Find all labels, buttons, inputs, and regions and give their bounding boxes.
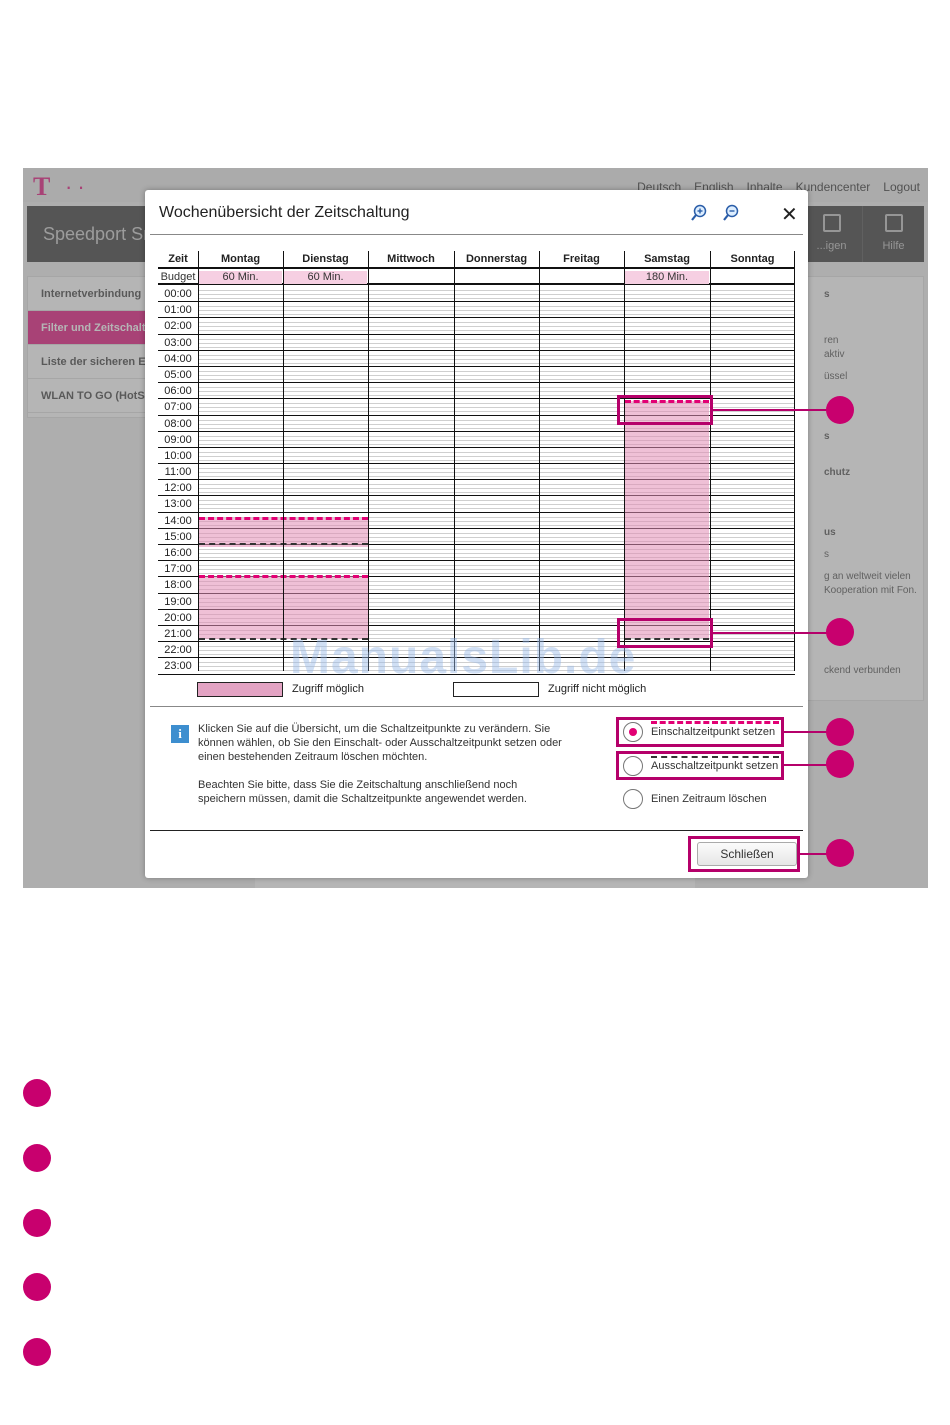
- legend-bullet: [23, 1209, 51, 1237]
- radio-label: Ausschaltzeitpunkt setzen: [651, 760, 779, 772]
- quarter-hour-line: [198, 363, 795, 364]
- quarter-hour-line: [198, 379, 795, 380]
- budget-dienstag: 60 Min.: [284, 271, 367, 284]
- day-header-sonntag: Sonntag: [730, 253, 775, 265]
- hour-label: 03:00: [164, 336, 192, 349]
- legend-bullet: [23, 1273, 51, 1301]
- close-button[interactable]: Schließen: [697, 842, 797, 866]
- budget-row: [158, 270, 795, 285]
- info-line: Beachten Sie bitte, dass Sie die Zeitschaltung anschließend noch: [198, 779, 518, 791]
- zoom-in-icon[interactable]: [690, 204, 708, 222]
- hour-row[interactable]: [158, 318, 795, 334]
- hour-label: 09:00: [164, 433, 192, 446]
- quarter-hour-line: [198, 290, 795, 291]
- callout-leader: [800, 853, 827, 855]
- quarter-hour-line: [198, 343, 795, 344]
- zoom-out-icon[interactable]: [722, 204, 740, 222]
- legend-bullet: [23, 1079, 51, 1107]
- info-line: können wählen, ob Sie den Einschalt- oder Ausschaltzeitpunkt setzen oder: [198, 737, 562, 749]
- day-header-donnerstag: Donnerstag: [465, 253, 528, 265]
- hour-row[interactable]: [158, 302, 795, 318]
- column-separator: [710, 251, 711, 671]
- column-separator: [794, 251, 795, 671]
- column-separator: [624, 251, 625, 671]
- column-separator: [198, 251, 199, 671]
- budget-sonntag: [711, 271, 794, 284]
- quarter-hour-line: [198, 339, 795, 340]
- quarter-hour-line: [198, 314, 795, 315]
- callout-leader: [784, 731, 827, 733]
- column-separator: [368, 251, 369, 671]
- allowed-block-samstag[interactable]: [625, 401, 709, 638]
- hour-label: 05:00: [164, 368, 192, 381]
- allowed-block-montag-2[interactable]: [199, 576, 283, 639]
- callout-marker: [826, 839, 854, 867]
- quarter-hour-line: [198, 375, 795, 376]
- hour-label: 16:00: [164, 547, 192, 559]
- info-icon: i: [171, 725, 189, 743]
- hour-label: 08:00: [164, 417, 192, 430]
- quarter-hour-line: [198, 391, 795, 392]
- hour-label: 15:00: [164, 530, 192, 543]
- quarter-hour-line: [198, 310, 795, 311]
- hour-label: 20:00: [164, 611, 192, 624]
- info-text-1: [198, 722, 588, 764]
- callout-box-close: [688, 836, 800, 872]
- quarter-hour-line: [198, 347, 795, 348]
- day-header-dienstag: Dienstag: [302, 253, 349, 265]
- quarter-hour-line: [198, 387, 795, 388]
- callout-box-radio-off: [616, 751, 784, 780]
- column-separator: [454, 251, 455, 671]
- budget-donnerstag: [455, 271, 538, 284]
- callout-leader: [713, 409, 827, 411]
- divider: [150, 830, 803, 831]
- hour-label: 02:00: [164, 320, 192, 333]
- hour-label: 22:00: [164, 644, 192, 657]
- time-column-header: Zeit: [168, 253, 188, 265]
- day-header-freitag: Freitag: [563, 253, 600, 265]
- callout-marker: [826, 750, 854, 778]
- hour-label: 11:00: [164, 466, 192, 479]
- quarter-hour-line: [198, 306, 795, 307]
- hour-label: 18:00: [164, 579, 192, 592]
- hour-row[interactable]: [158, 335, 795, 351]
- radio-label: Einen Zeitraum löschen: [651, 793, 767, 805]
- column-separator: [539, 251, 540, 671]
- dialog-title: Wochenübersicht der Zeitschaltung: [159, 204, 410, 221]
- legend-bullet: [23, 1144, 51, 1172]
- quarter-hour-line: [198, 371, 795, 372]
- budget-mittwoch: [369, 271, 453, 284]
- hour-label: 00:00: [164, 288, 192, 300]
- column-separator: [283, 251, 284, 671]
- hour-row[interactable]: [158, 351, 795, 367]
- day-header-montag: Montag: [220, 253, 261, 265]
- divider: [150, 234, 803, 235]
- budget-montag: 60 Min.: [199, 271, 282, 284]
- callout-leader: [713, 632, 827, 634]
- callout-box-switch-on: [617, 395, 713, 425]
- radio-delete-range[interactable]: [623, 789, 767, 809]
- hour-label: 19:00: [164, 595, 192, 608]
- callout-box-radio-on: [616, 717, 784, 747]
- budget-freitag: [540, 271, 623, 284]
- info-line: einen bestehenden Zeitraum löschen möchten.: [198, 751, 428, 763]
- callout-marker: [826, 396, 854, 424]
- info-text-2: [198, 778, 588, 806]
- budget-label: Budget: [160, 271, 196, 283]
- day-header-samstag: Samstag: [644, 253, 690, 265]
- callout-leader: [784, 764, 827, 766]
- info-line: speichern müssen, damit die Schaltzeitpunkte angewendet werden.: [198, 793, 527, 805]
- quarter-hour-line: [198, 330, 795, 331]
- hour-label: 17:00: [164, 563, 192, 576]
- close-icon[interactable]: ✕: [781, 204, 798, 226]
- hour-row[interactable]: [158, 367, 795, 383]
- hour-label: 14:00: [164, 514, 192, 527]
- legend-denied-label: Zugriff nicht möglich: [548, 683, 647, 695]
- legend-allowed-label: Zugriff möglich: [292, 683, 364, 695]
- quarter-hour-line: [198, 326, 795, 327]
- hour-label: 01:00: [164, 304, 192, 317]
- hour-label: 07:00: [164, 401, 192, 414]
- quarter-hour-line: [198, 359, 795, 360]
- legend-allowed-swatch: [197, 682, 283, 697]
- quarter-hour-line: [198, 294, 795, 295]
- divider: [150, 706, 803, 707]
- hour-label: 23:00: [164, 660, 192, 673]
- callout-marker: [826, 618, 854, 646]
- legend-bullet: [23, 1338, 51, 1366]
- day-header-mittwoch: Mittwoch: [387, 253, 435, 265]
- callout-box-switch-off: [617, 618, 713, 648]
- info-line: Klicken Sie auf die Übersicht, um die Schaltzeitpunkte zu verändern. Sie: [198, 723, 551, 735]
- budget-samstag: 180 Min.: [625, 271, 709, 284]
- grid-header: [158, 251, 795, 269]
- quarter-hour-line: [198, 355, 795, 356]
- hour-label: 21:00: [164, 627, 192, 640]
- hour-label: 12:00: [164, 482, 192, 495]
- callout-marker: [826, 718, 854, 746]
- radio-button[interactable]: [623, 789, 643, 809]
- hour-row[interactable]: [158, 286, 795, 302]
- quarter-hour-line: [198, 322, 795, 323]
- quarter-hour-line: [198, 298, 795, 299]
- hour-label: 06:00: [164, 385, 192, 398]
- hour-label: 04:00: [164, 352, 192, 365]
- watermark: ManualsLib.de: [290, 631, 637, 684]
- radio-label: Einschaltzeitpunkt setzen: [651, 726, 776, 738]
- hour-label: 10:00: [164, 449, 192, 462]
- hour-label: 13:00: [164, 498, 192, 511]
